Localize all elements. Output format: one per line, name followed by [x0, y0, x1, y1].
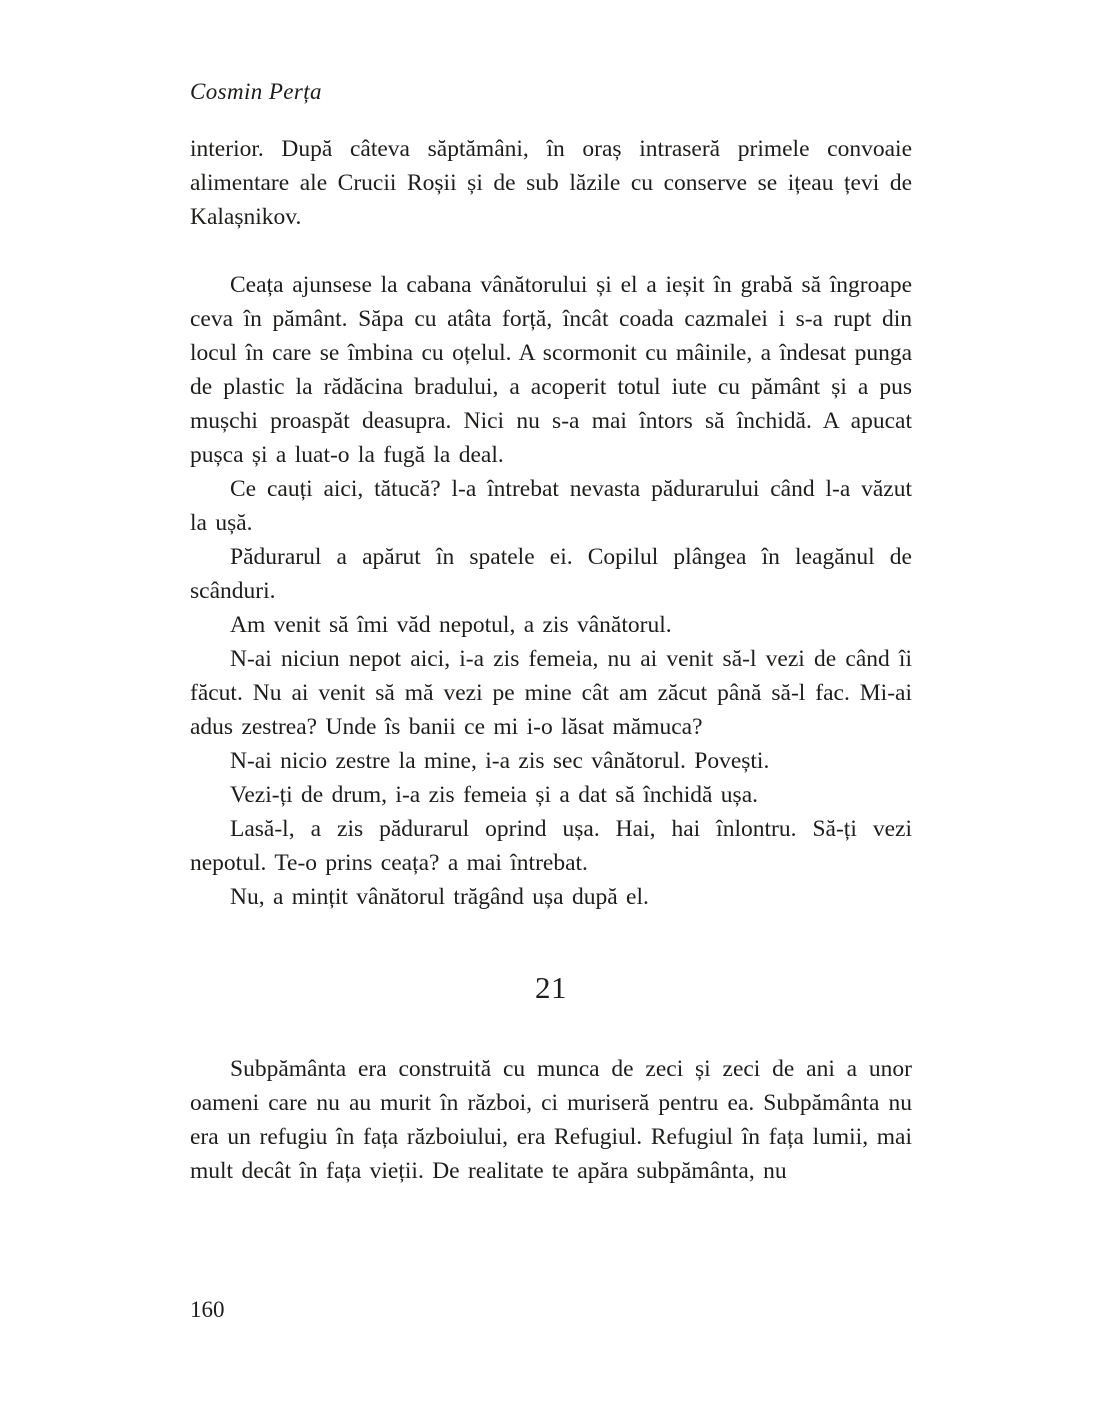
- paragraph: Subpământa era construită cu munca de zeci și zeci de ani a unor oameni care nu au murit în război, ci muriseră pentru ea. Subpământa nu era un refugiu în fața războiului, era Refugiul. Refugiul în fața lumii, mai mult decât în fața vieții. De realitate te apăra subpământa, nu: [190, 1056, 912, 1184]
- paragraph: Nu, a mințit vânătorul trăgând ușa după el.: [230, 884, 649, 910]
- paragraph: interior. După câteva săptămâni, în oraș intraseră primele convoaie alimentare ale Crucii Roșii și de sub lăzile cu conserve se ițeau țevi de Kalașnikov.: [190, 136, 912, 230]
- chapter-heading: 21: [535, 970, 567, 1005]
- page-number: 160: [190, 1297, 225, 1322]
- paragraph: Am venit să îmi văd nepotul, a zis vânătorul.: [230, 612, 672, 638]
- paragraph: Pădurarul a apărut în spatele ei. Copilul plângea în leagănul de scânduri.: [190, 544, 912, 604]
- running-header: Cosmin Perța: [190, 79, 322, 104]
- paragraph: Ceața ajunsese la cabana vânătorului și el a ieșit în grabă să îngroape ceva în pământ. Săpa cu atâta forță, încât coada cazmalei i s-a rupt din locul în care se îmbina cu oțelul. A scormonit cu mâinile, a îndesat punga de plastic la rădăcina bradului, a acoperit totul iute cu pământ și a pus mușchi proaspăt deasupra. Nici nu s-a mai întors să închidă. A apucat pușca și a luat-o la fugă la deal.: [190, 272, 912, 468]
- paragraph: N-ai niciun nepot aici, i-a zis femeia, nu ai venit să-l vezi de când îi făcut. Nu ai venit să mă vezi pe mine cât am zăcut până să-l fac. Mi-ai adus zestrea? Unde îs banii ce mi i-o lăsat mămuca?: [190, 646, 912, 740]
- paragraph: Lasă-l, a zis pădurarul oprind ușa. Hai, hai înlontru. Să-ți vezi nepotul. Te-o prins ceața? a mai întrebat.: [190, 816, 912, 876]
- book-page: [190, 78, 912, 1188]
- paragraph: N-ai nicio zestre la mine, i-a zis sec vânătorul. Povești.: [230, 748, 770, 774]
- paragraph: Ce cauți aici, tătucă? l-a întrebat nevasta pădurarului când l-a văzut la ușă.: [190, 476, 912, 536]
- body-text: [190, 132, 912, 914]
- body-text-after-heading: [190, 1052, 912, 1188]
- paragraph: Vezi-ți de drum, i-a zis femeia și a dat să închidă ușa.: [230, 782, 758, 808]
